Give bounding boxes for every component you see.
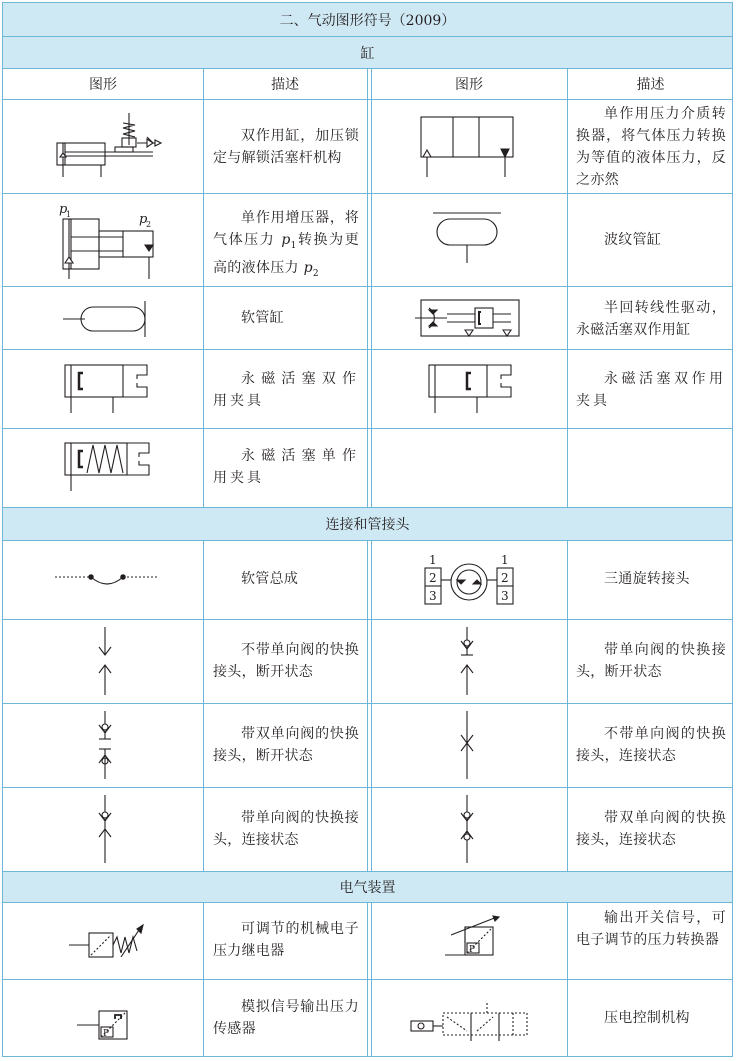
rotary-num-left-3: 3 — [429, 589, 437, 603]
rotary-num-right-1: 1 — [501, 553, 509, 567]
section-electrical: 电气装置 — [3, 871, 732, 903]
bellows-cylinder-icon — [423, 209, 513, 269]
rotary-joint-icon — [421, 550, 521, 610]
desc-coupling-double-check-closed: 带双单向阀的快换接头，连接状态 — [576, 810, 726, 848]
section-connections: 连接和管接头 — [3, 507, 732, 541]
desc-gripper-double-right: 永磁活塞双作用夹具 — [576, 371, 726, 409]
desc-pressure-booster: 单作用增压器，将气体压力 $p_1$转换为更高的液体压力 $p_2$ — [213, 210, 360, 279]
coupling-no-check-closed-icon — [455, 707, 479, 783]
grid-vline — [367, 541, 368, 871]
medium-converter-icon — [413, 111, 523, 187]
symbol-table — [2, 2, 733, 1057]
desc-double-acting-lock: 双作用缸，加压锁定与解锁活塞杆机构 — [213, 128, 359, 166]
desc-hose-cylinder: 软管缸 — [241, 310, 284, 326]
desc-coupling-no-check-closed: 不带单向阀的快换接头，连接状态 — [576, 726, 726, 764]
desc-bellows-cylinder: 波纹管缸 — [604, 232, 662, 248]
desc-piezo-control: 压电控制机构 — [604, 1010, 690, 1026]
gripper-double-left-icon — [57, 357, 157, 421]
table-title: 二、气动图形符号（2009） — [3, 3, 732, 37]
desc-pressure-relay: 可调节的机械电子压力继电器 — [213, 921, 359, 959]
booster-p2-label: p — [139, 212, 148, 227]
gripper-single-icon — [57, 435, 157, 499]
gripper-double-right-icon — [421, 357, 521, 421]
double-acting-lock-cylinder-icon — [43, 107, 173, 187]
coupling-double-check-closed-icon — [455, 791, 479, 867]
coupling-check-closed-icon — [93, 791, 117, 867]
analog-sensor-icon — [73, 997, 153, 1043]
desc-gripper-single: 永磁活塞单作用夹具 — [213, 448, 359, 486]
grid-vline — [203, 541, 204, 871]
hose-cylinder-icon — [61, 299, 161, 339]
desc-pressure-transducer-switch: 输出开关信号，可电子调节的压力转换器 — [576, 910, 726, 948]
grid-vline — [371, 69, 372, 507]
grid-vline — [567, 69, 568, 507]
hose-assembly-icon — [53, 565, 163, 595]
desc-gripper-double: 永磁活塞双作用夹具 — [213, 371, 359, 409]
grid-vline — [203, 69, 204, 507]
desc-semi-rotary: 半回转线性驱动，永磁活塞双作用缸 — [576, 300, 726, 338]
desc-coupling-double-check-open: 带双单向阀的快换接头，断开状态 — [213, 726, 359, 764]
coupling-double-check-open-icon — [93, 707, 117, 783]
rotary-num-right-2: 2 — [501, 571, 509, 585]
pressure-transducer-switch-icon — [437, 909, 517, 973]
desc-rotary-joint: 三通旋转接头 — [604, 571, 690, 587]
row-divider — [3, 979, 732, 980]
row-divider — [3, 703, 732, 704]
rotary-num-right-3: 3 — [501, 589, 509, 603]
grid-vline — [371, 541, 372, 871]
desc-coupling-no-check-open: 不带单向阀的快换接头，断开状态 — [213, 642, 359, 680]
coupling-no-check-open-icon — [93, 623, 117, 699]
transducer-letter: P — [469, 945, 476, 955]
booster-p2-sub: 2 — [146, 220, 152, 229]
semi-rotary-drive-icon — [407, 292, 527, 344]
section-cylinder: 缸 — [3, 37, 732, 69]
header-figure-left: 图形 — [89, 77, 117, 93]
header-figure-right: 图形 — [455, 77, 483, 93]
booster-p1-label: p — [59, 202, 68, 217]
grid-vline — [367, 69, 368, 507]
desc-analog-sensor: 模拟信号输出压力传感器 — [213, 999, 359, 1037]
desc-coupling-check-open: 带单向阀的快换接头，断开状态 — [576, 642, 726, 680]
pressure-booster-icon — [53, 199, 163, 287]
row-divider — [3, 787, 732, 788]
piezo-control-icon — [407, 999, 537, 1043]
desc-hose-assembly: 软管总成 — [241, 571, 299, 587]
desc-coupling-check-closed: 带单向阀的快换接头，连接状态 — [213, 810, 359, 848]
coupling-check-open-icon — [455, 623, 479, 699]
row-divider — [3, 428, 732, 429]
rotary-num-left-1: 1 — [429, 553, 437, 567]
row-divider — [3, 193, 732, 194]
pressure-relay-icon — [67, 919, 167, 969]
header-desc-right: 描述 — [636, 77, 665, 93]
desc-medium-converter: 单作用压力介质转换器，将气体压力转换为等值的液体压力，反之亦然 — [576, 106, 726, 188]
booster-p1-sub: 1 — [66, 210, 72, 219]
header-desc-left: 描述 — [271, 77, 299, 93]
grid-vline — [567, 541, 568, 871]
row-divider — [3, 349, 732, 350]
sensor-letter: P — [103, 1029, 110, 1039]
row-divider — [3, 619, 732, 620]
rotary-num-left-2: 2 — [429, 571, 437, 585]
